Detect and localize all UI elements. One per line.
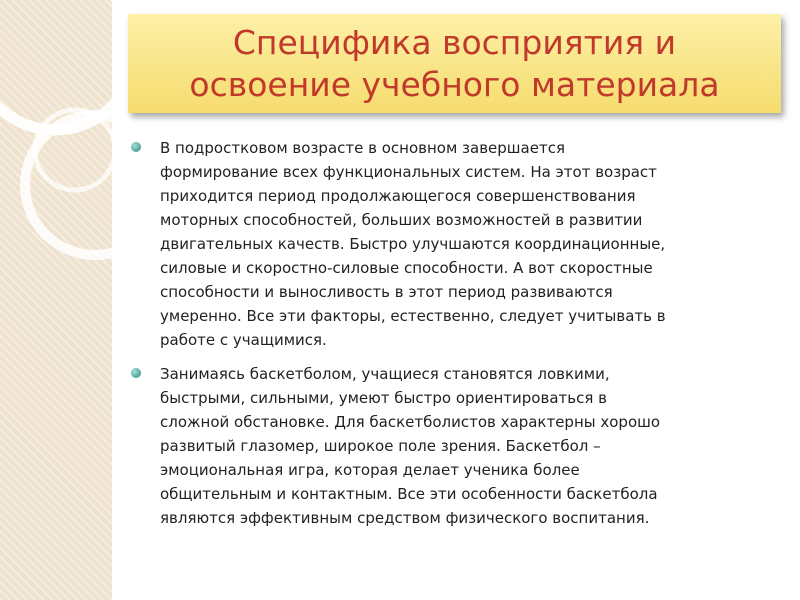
bullet-paragraph-1 <box>130 136 770 352</box>
bullet-dot-icon <box>131 142 141 152</box>
left-decorative-band <box>0 0 112 600</box>
bullet-dot-icon <box>131 368 141 378</box>
bullet-paragraph-2 <box>130 362 770 530</box>
paragraph-2-text: Занимаясь баскетболом, учащиеся становятся ловкими, быстрыми, сильными, умеют быстро ориентироваться в сложной обстановке. Для баскетболистов характерны хорошо развитый глазомер, широкое поле зрения. Баскетбол – эмоциональная игра, которая делает ученика более общительным и контактным. Все эти особенности баскетбола являются эффективным средством физического воспитания. <box>160 365 661 527</box>
title-banner <box>128 14 781 113</box>
title-line-1: Специфика восприятия и <box>232 22 677 62</box>
slide-title <box>189 22 719 106</box>
title-line-2: освоение учебного материала <box>189 64 720 104</box>
slide-body <box>130 136 770 540</box>
paragraph-1-text: В подростковом возрасте в основном завершается формирование всех функциональных систем. На этот возраст приходится период продолжающегося совершенствования моторных способностей, больших возможностей в развитии двигательных качеств. Быстро улучшаются координационные, силовые и скоростно-силовые способности. А вот скоростные способности и выносливость в этот период развиваются умеренно. Все эти факторы, естественно, следует учитывать в работе с учащимися. <box>160 139 666 349</box>
